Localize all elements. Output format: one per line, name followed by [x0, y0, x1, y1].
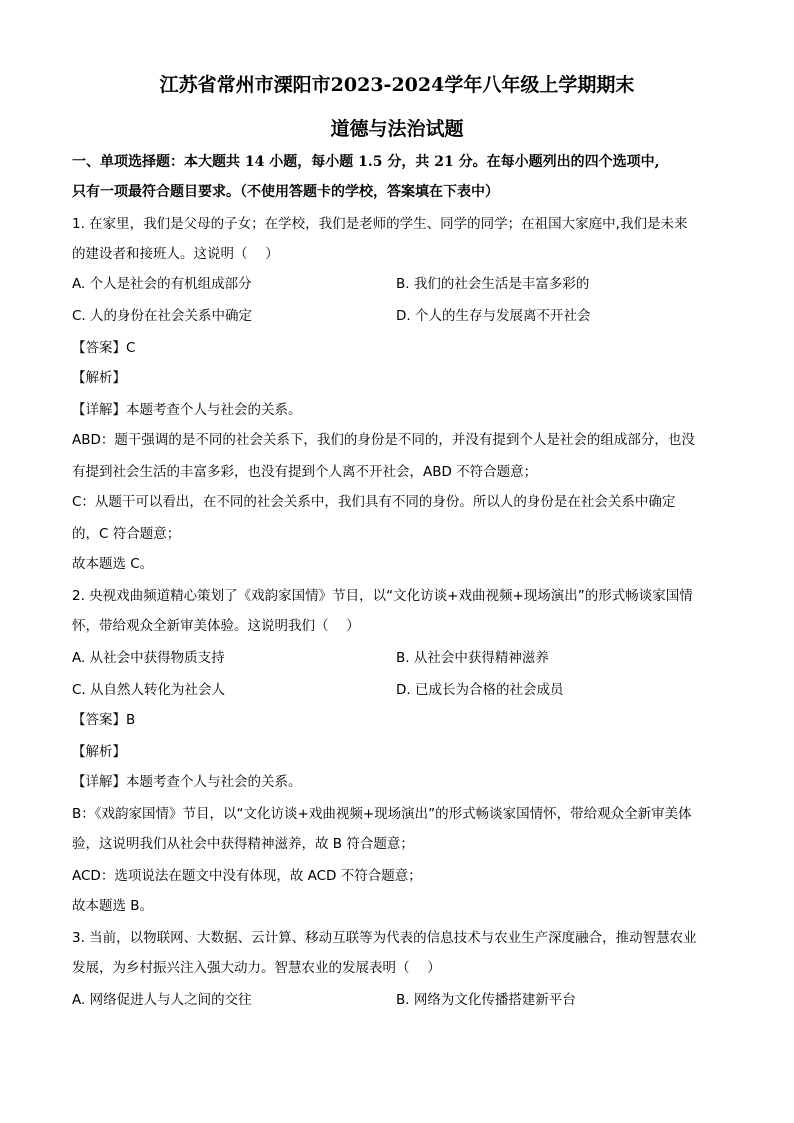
- q2-analysis-label: 【解析】: [72, 744, 126, 760]
- q1-stem-line1: 1. 在家里，我们是父母的子女；在学校，我们是老师的学生、同学的同学；在祖国大家庭中,我们是未来: [72, 216, 688, 232]
- q1-option-c: C. 人的身份在社会关系中确定: [72, 308, 253, 324]
- q2-explanation-line3: ACD：选项说法在题文中没有体现，故 ACD 不符合题意；: [72, 868, 422, 884]
- q2-option-d: D. 已成长为合格的社会成员: [396, 682, 564, 698]
- q2-option-b: B. 从社会中获得精神滋养: [396, 650, 549, 666]
- q2-option-c: C. 从自然人转化为社会人: [72, 682, 226, 698]
- section-heading-line1: 一、单项选择题：本大题共 14 小题，每小题 1.5 分，共 21 分。在每小题列出的四个选项中,: [72, 154, 660, 170]
- q2-conclusion: 故本题选 B。: [72, 898, 154, 914]
- q1-option-d: D. 个人的生存与发展离不开社会: [396, 308, 591, 324]
- q2-explanation-line2: 验，这说明我们从社会中获得精神滋养，故 B 符合题意；: [72, 836, 414, 852]
- q1-explanation-line1: ABD：题干强调的是不同的社会关系下，我们的身份是不同的，并没有提到个人是社会的组成部分，也没: [72, 432, 695, 448]
- q1-explanation-line4: 的，C 符合题意；: [72, 526, 181, 542]
- q2-detail: 【详解】本题考查个人与社会的关系。: [72, 774, 302, 790]
- q3-stem-line2: 发展，为乡村振兴注入强大动力。智慧农业的发展表明（ ）: [72, 960, 441, 976]
- q1-option-a: A. 个人是社会的有机组成部分: [72, 276, 252, 292]
- q3-option-b: B. 网络为文化传播搭建新平台: [396, 992, 576, 1008]
- q2-answer: 【答案】B: [72, 712, 136, 728]
- q1-conclusion: 故本题选 C。: [72, 556, 154, 572]
- document-subtitle: 道德与法治试题: [330, 118, 464, 140]
- q3-stem-line1: 3. 当前，以物联网、大数据、云计算、移动互联等为代表的信息技术与农业生产深度融合，推动智慧农业: [72, 930, 697, 946]
- q1-explanation-line2: 有提到社会生活的丰富多彩，也没有提到个人离不开社会，ABD 不符合题意；: [72, 464, 538, 480]
- q2-stem-line1: 2. 央视戏曲频道精心策划了《戏韵家国情》节目，以“文化访谈+戏曲视频+现场演出”的形式畅谈家国情: [72, 588, 693, 604]
- q3-option-a: A. 网络促进人与人之间的交往: [72, 992, 252, 1008]
- q2-explanation-line1: B：《戏韵家国情》节目，以“文化访谈+戏曲视频+现场演出”的形式畅谈家国情怀，带给观众全新审美体: [72, 806, 692, 822]
- q1-analysis-label: 【解析】: [72, 370, 126, 386]
- q2-option-a: A. 从社会中获得物质支持: [72, 650, 225, 666]
- section-heading-line2: 只有一项最符合题目要求。（不使用答题卡的学校，答案填在下表中）: [72, 184, 499, 200]
- q1-detail: 【详解】本题考查个人与社会的关系。: [72, 402, 302, 418]
- q1-option-b: B. 我们的社会生活是丰富多彩的: [396, 276, 590, 292]
- q1-stem-line2: 的建设者和接班人。这说明（ ）: [72, 246, 279, 262]
- q1-answer: 【答案】C: [72, 340, 136, 356]
- document-title: 江苏省常州市溧阳市2023-2024学年八年级上学期期末: [159, 74, 635, 96]
- q1-explanation-line3: C：从题干可以看出，在不同的社会关系中，我们具有不同的身份。所以人的身份是在社会关系中确定: [72, 494, 676, 510]
- q2-stem-line2: 怀，带给观众全新审美体验。这说明我们（ ）: [72, 618, 360, 634]
